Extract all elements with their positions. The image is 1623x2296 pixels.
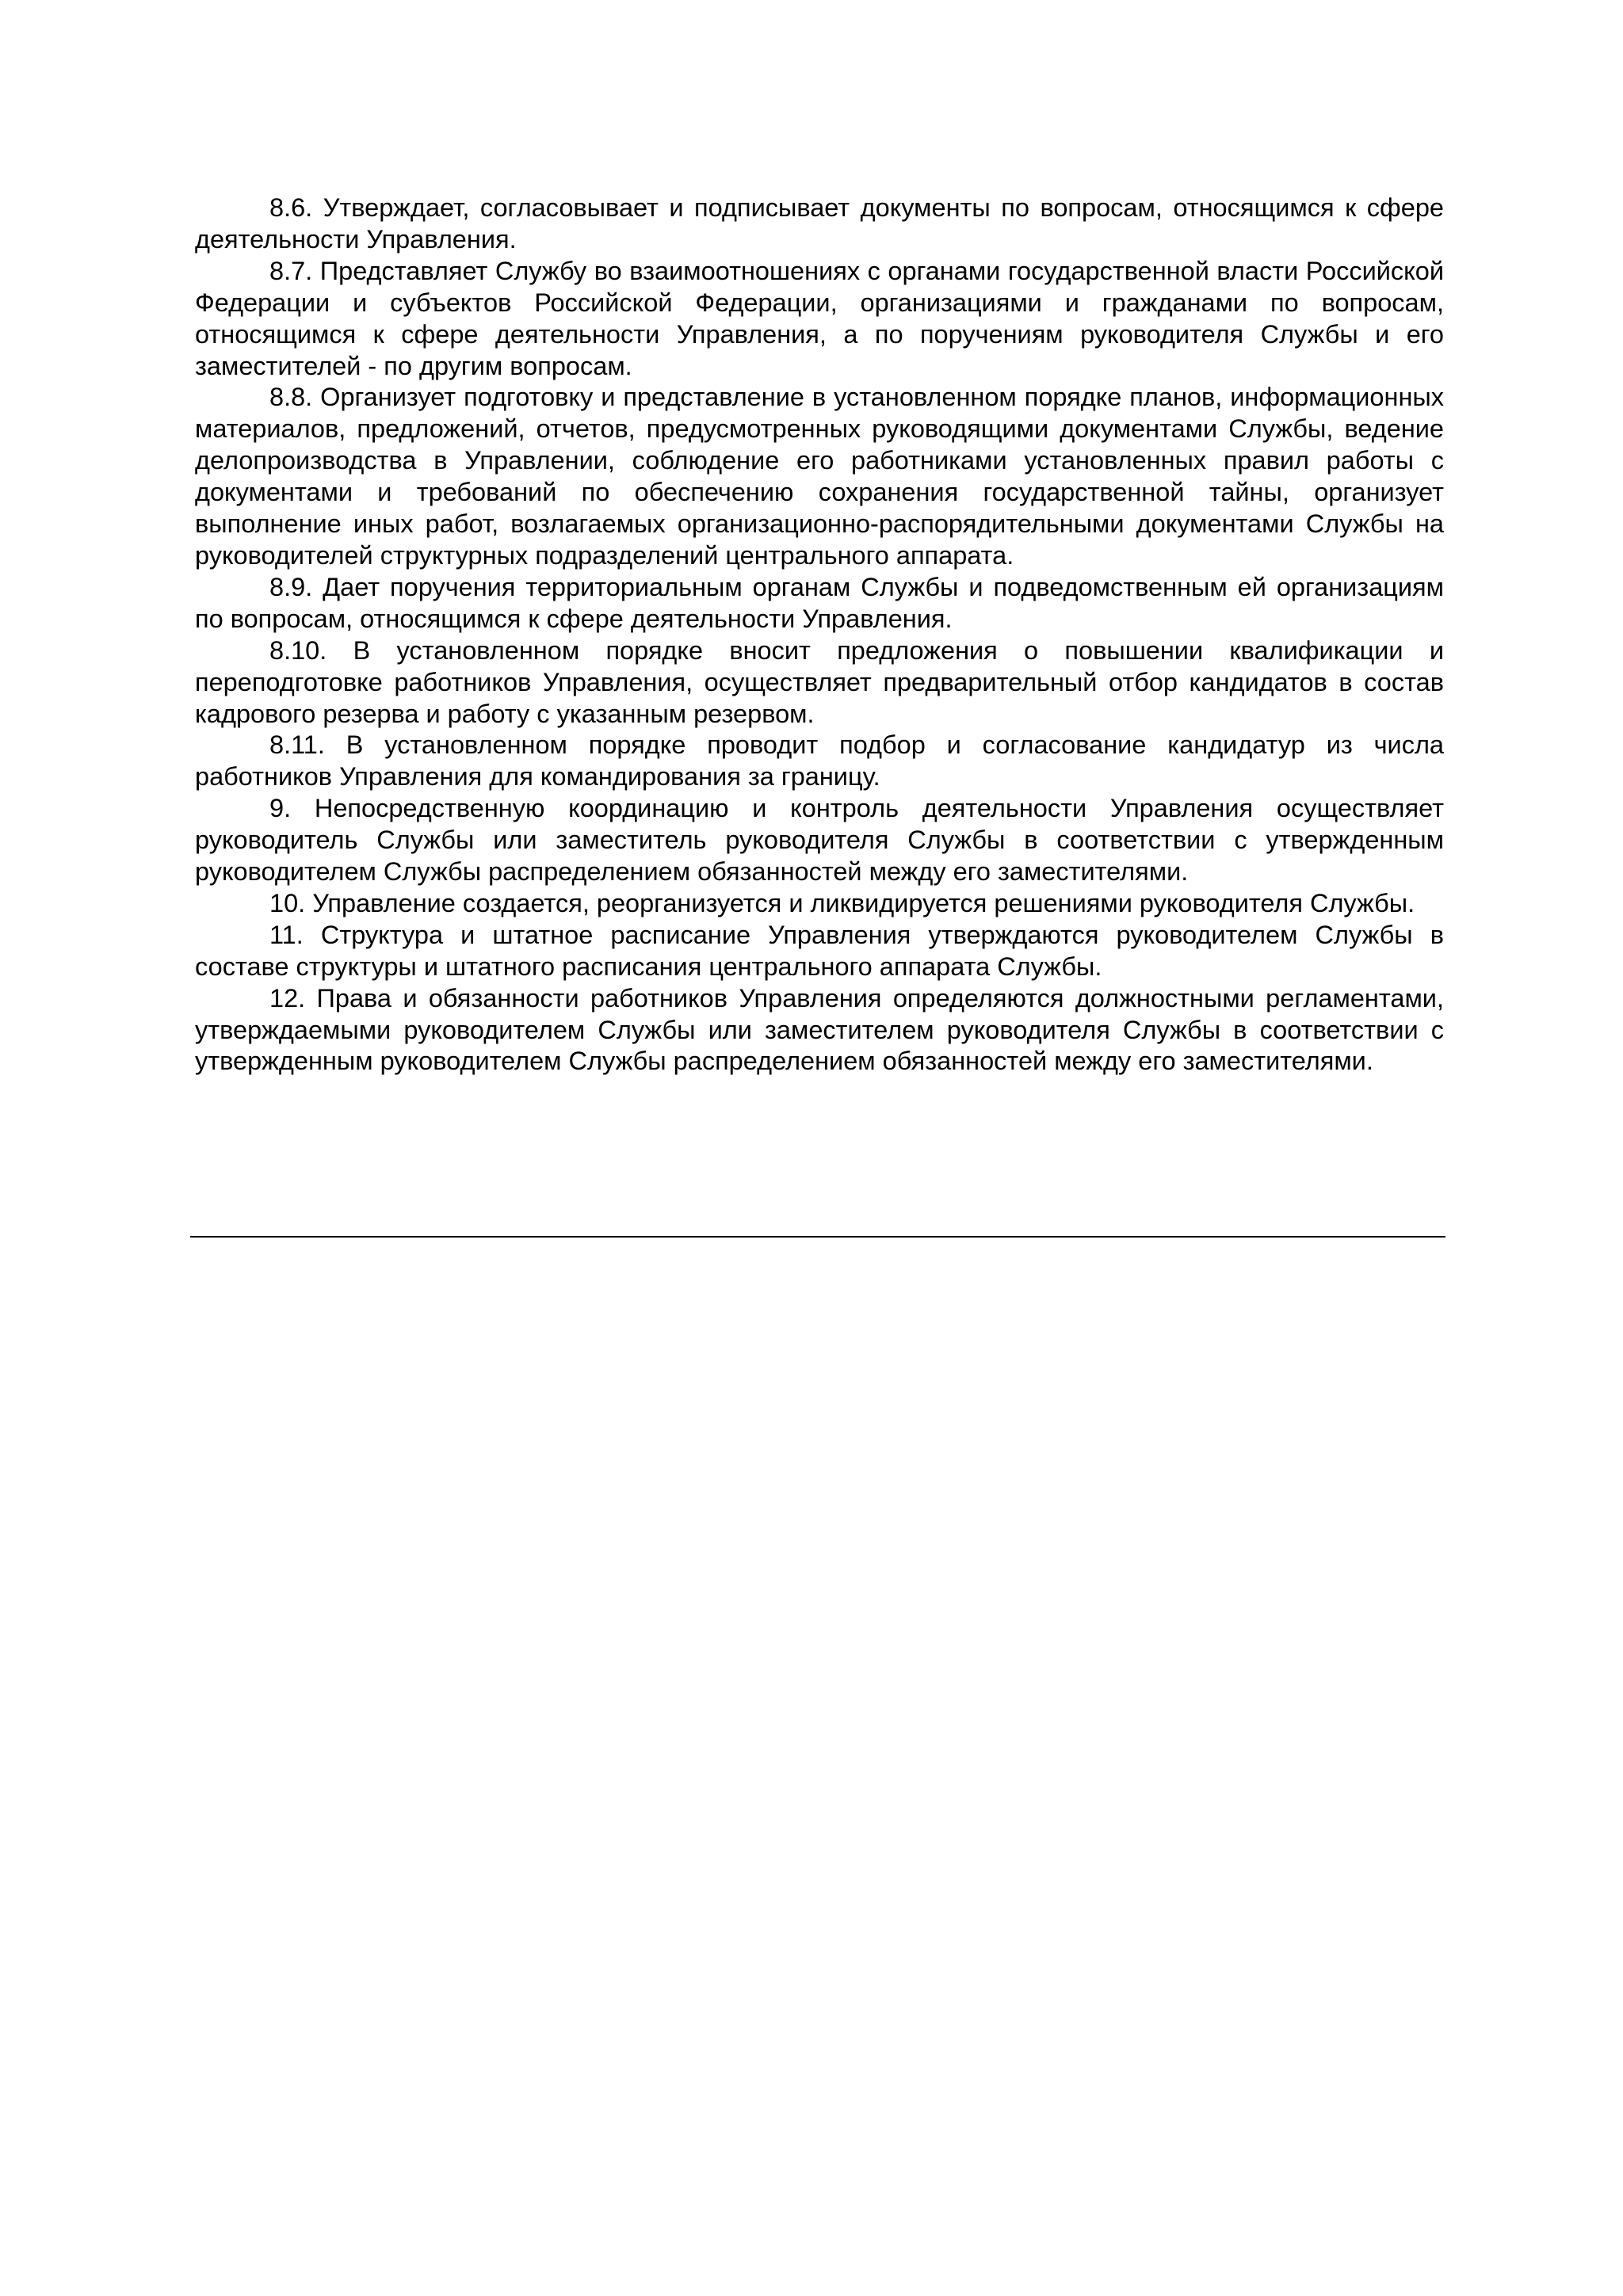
paragraph-12: 12. Права и обязанности работников Управления определяются должностными регламентами, утверждаемыми руководителем Службы или заместителем руководителя Службы в соответствии с утвержденным руководителем Службы распределением обязанностей между его заместителями.	[195, 983, 1444, 1076]
document-body	[195, 193, 1444, 1077]
paragraph-8-7: 8.7. Представляет Службу во взаимоотношениях с органами государственной власти Российской Федерации и субъектов Российской Федерации, организациями и гражданами по вопросам, относящимся к сфере деятельности Управления, а по поручениям руководителя Службы и его заместителей - по другим вопросам.	[195, 256, 1444, 380]
paragraph-8-9: 8.9. Дает поручения территориальным органам Службы и подведомственным ей организациям по вопросам, относящимся к сфере деятельности Управления.	[195, 572, 1444, 633]
paragraph-9: 9. Непосредственную координацию и контроль деятельности Управления осуществляет руководитель Службы или заместитель руководителя Службы в соответствии с утвержденным руководителем Службы распределением обязанностей между его заместителями.	[195, 794, 1444, 887]
paragraph-8-6: 8.6. Утверждает, согласовывает и подписывает документы по вопросам, относящимся к сфере деятельности Управления.	[195, 193, 1444, 254]
horizontal-rule	[190, 1236, 1445, 1238]
paragraph-11: 11. Структура и штатное расписание Управления утверждаются руководителем Службы в составе структуры и штатного расписания центрального аппарата Службы.	[195, 920, 1444, 981]
paragraph-10: 10. Управление создается, реорганизуется и ликвидируется решениями руководителя Службы.	[269, 888, 1415, 917]
paragraph-8-10: 8.10. В установленном порядке вносит предложения о повышении квалификации и переподготовке работников Управления, осуществляет предварительный отбор кандидатов в состав кадрового резерва и работу с указанным резервом.	[195, 635, 1444, 728]
paragraph-8-11: 8.11. В установленном порядке проводит подбор и согласование кандидатур из числа работников Управления для командирования за границу.	[195, 730, 1444, 791]
paragraph-8-8: 8.8. Организует подготовку и представление в установленном порядке планов, информационных материалов, предложений, отчетов, предусмотренных руководящими документами Службы, ведение делопроизводства в Управлении, соблюдение его работниками установленных правил работы с документами и требований по обеспечению сохранения государственной тайны, организует выполнение иных работ, возлагаемых организационно-распорядительными документами Службы на руководителей структурных подразделений центрального аппарата.	[195, 383, 1444, 570]
